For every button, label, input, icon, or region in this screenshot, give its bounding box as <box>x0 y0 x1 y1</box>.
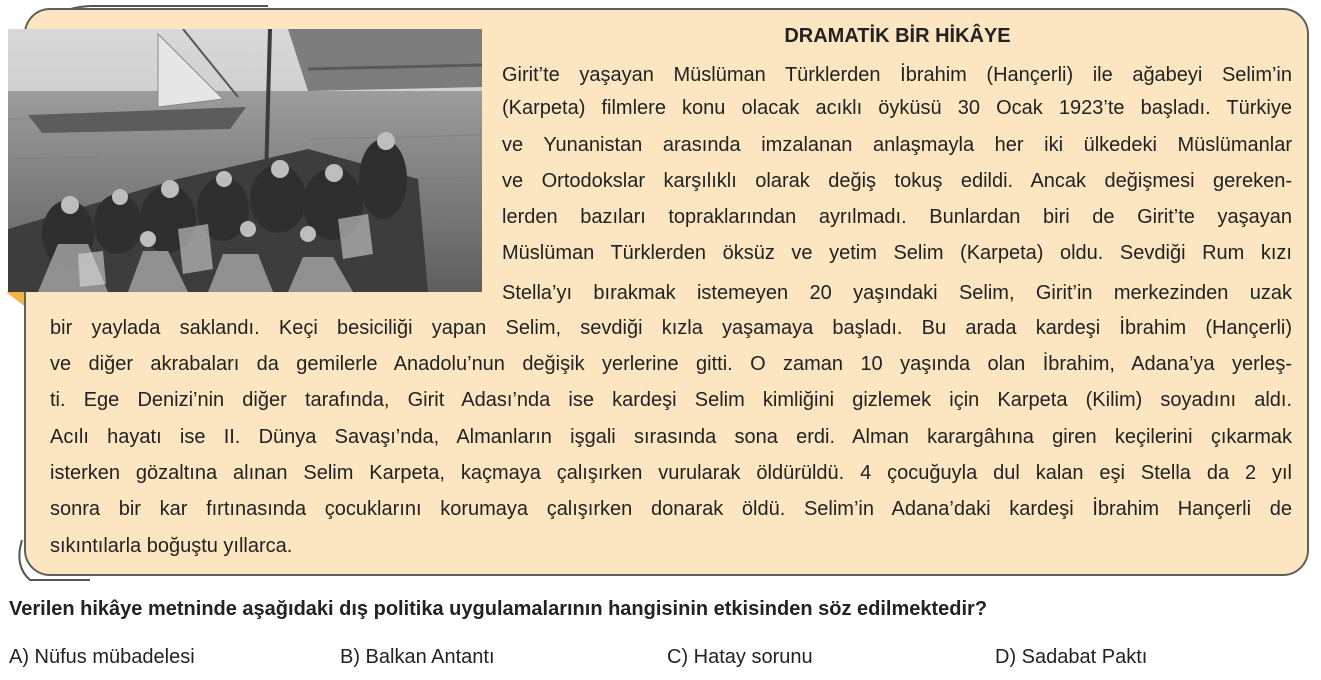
option-c[interactable]: C) Hatay sorunu <box>667 646 813 668</box>
story-line: ve diğer akrabaları da gemilerle Anadolu’nun değişik yerlerine gitti. O zaman 10 yaşında olan İbrahim, Adana’ya yerleş- <box>50 353 1292 375</box>
story-line: Girit’te yaşayan Müslüman Türklerden İbrahim (Hançerli) ile ağabeyi Selim’in <box>502 64 1292 86</box>
story-title: DRAMATİK BİR HİKÂYE <box>784 25 1011 47</box>
story-line: ve Ortodokslar karşılıklı olarak değiş tokuş edildi. Ancak değişmesi gereken- <box>502 170 1292 192</box>
story-line: bir yaylada saklandı. Keçi besiciliği yapan Selim, sevdiği kızla yaşamaya başladı. Bu arada kardeşi İbrahim (Hançerli) <box>50 317 1292 339</box>
question-text: Verilen hikâye metninde aşağıdaki dış politika uygulamalarının hangisinin etkisinden söz edilmektedir? <box>9 598 988 620</box>
story-line: ti. Ege Denizi’nin diğer tarafında, Girit Adası’nda ise kardeşi Selim kimliğini gizlemek için Karpeta (Kilim) soyadını aldı. <box>50 389 1292 411</box>
story-line: lerden bazıları topraklarından ayrılmadı. Bunlardan biri de Girit’te yaşayan <box>502 206 1292 228</box>
story-line: isterken gözaltına alınan Selim Karpeta, kaçmaya çalışırken vurularak öldürüldü. 4 çocuğuyla dul kalan eşi Stella da 2 yıl <box>50 462 1292 484</box>
story-line: Stella’yı bırakmak istemeyen 20 yaşındaki Selim, Girit’in merkezinden uzak <box>502 282 1292 304</box>
story-line: Müslüman Türklerden öksüz ve yetim Selim (Karpeta) oldu. Sevdiği Rum kızı <box>502 242 1292 264</box>
story-line: ve Yunanistan arasında imzalanan anlaşmayla her iki ülkedeki Müslümanlar <box>502 134 1292 156</box>
story-line: Acılı hayatı ise II. Dünya Savaşı’nda, Almanların işgali sırasında sona erdi. Alman karargâhına giren keçilerini çıkarmak <box>50 426 1292 448</box>
option-b[interactable]: B) Balkan Antantı <box>340 646 495 668</box>
story-line: sıkıntılarla boğuştu yıllarca. <box>50 535 293 557</box>
story-line: sonra bir kar fırtınasında çocuklarını korumaya çalışırken donarak öldü. Selim’in Adana’daki kardeşi İbrahim Hançerli de <box>50 498 1292 520</box>
option-d[interactable]: D) Sadabat Paktı <box>995 646 1148 668</box>
refugee-boat-photo <box>8 29 482 292</box>
option-a[interactable]: A) Nüfus mübadelesi <box>9 646 195 668</box>
story-line: (Karpeta) filmlere konu olacak acıklı öyküsü 30 Ocak 1923’te başladı. Türkiye <box>502 97 1292 119</box>
